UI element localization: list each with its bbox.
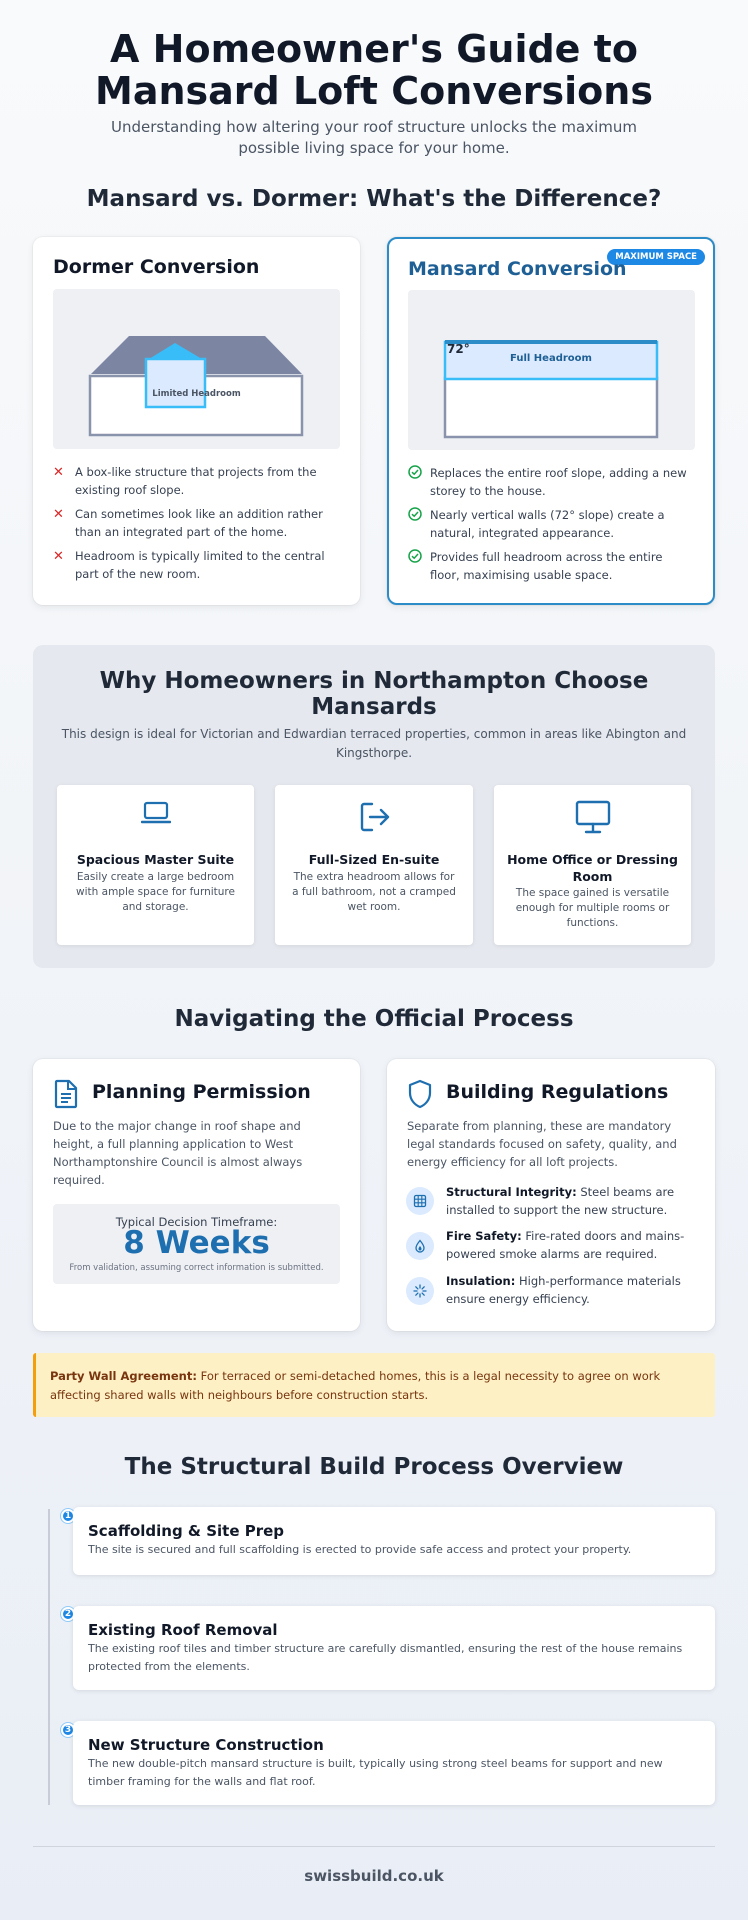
why-card-ensuite (275, 785, 473, 945)
build-step (73, 1507, 715, 1575)
timeframe-value: 8 Weeks (123, 1225, 270, 1261)
regs-text: Separate from planning, these are mandatory legal standards focused on safety, quality, and energy efficiency for all loft projects. (407, 1119, 677, 1169)
process-heading: Navigating the Official Process (174, 1006, 574, 1032)
step-title: Existing Roof Removal (88, 1621, 278, 1639)
why-card-master-suite (57, 785, 254, 945)
step-title: Scaffolding & Site Prep (88, 1522, 285, 1540)
timeframe-label: Typical Decision Timeframe: (115, 1215, 278, 1229)
why-card-title: Full-Sized En-suite (308, 852, 440, 867)
party-wall-text: Party Wall Agreement: For terraced or semi-detached homes, this is a legal necessity to agree on work affecting shared walls with neighbours before construction starts. (50, 1369, 661, 1402)
timeline-line (48, 1509, 50, 1805)
timeframe-box (53, 1204, 340, 1284)
regs-title: Building Regulations (446, 1081, 669, 1103)
mansard-bullet: Provides full headroom across the entire floor, maximising usable space. (408, 548, 695, 584)
check-circle-icon (408, 549, 422, 569)
why-intro: This design is ideal for Victorian and Edwardian terraced properties, common in areas like Abington and Kingsthorpe. (61, 727, 687, 760)
why-section (33, 645, 715, 968)
dormer-diagram-label: Limited Headroom (152, 389, 241, 399)
mansard-bullet: Nearly vertical walls (72° slope) create a natural, integrated appearance. (408, 506, 695, 542)
check-circle-icon (408, 465, 422, 485)
laptop-icon (141, 800, 171, 832)
dormer-card (33, 237, 360, 605)
why-card-office (494, 785, 691, 945)
page-subtitle: Understanding how altering your roof structure unlocks the maximum possible living space for your home. (110, 118, 638, 157)
planning-title: Planning Permission (92, 1081, 311, 1103)
angle-label: 72° (447, 342, 470, 356)
cross-icon: ✕ (53, 549, 64, 564)
cross-icon: ✕ (53, 465, 64, 480)
regs-card (387, 1059, 715, 1331)
comparison-heading: Mansard vs. Dormer: What's the Difference? (86, 186, 662, 212)
step-number: 1 (61, 1509, 75, 1523)
dormer-bullet: ✕ Can sometimes look like an addition rather than an integrated part of the home. (53, 507, 323, 539)
snowflake-icon (406, 1277, 434, 1305)
page-title: A Homeowner's Guide to Mansard Loft Conversions (95, 27, 653, 113)
dormer-diagram (53, 289, 340, 449)
build-step (73, 1606, 715, 1690)
step-title: New Structure Construction (88, 1736, 324, 1754)
why-card-text: The extra headroom allows for a full bathroom, not a cramped wet room. (292, 871, 456, 913)
why-card-text: Easily create a large bedroom with ample space for furniture and storage. (76, 871, 235, 913)
check-circle-icon (408, 507, 422, 527)
step-text: The new double-pitch mansard structure is built, typically using strong steel beams for support and new timber framing for the walls and flat roof. (88, 1757, 663, 1788)
build-heading: The Structural Build Process Overview (124, 1454, 624, 1480)
document-icon (54, 1079, 78, 1113)
req-structural: Structural Integrity: Steel beams are installed to support the new structure. (446, 1185, 675, 1217)
why-card-title: Spacious Master Suite (76, 852, 235, 867)
flame-icon (406, 1232, 434, 1260)
max-space-badge: MAXIMUM SPACE (607, 249, 705, 265)
planning-card (33, 1059, 360, 1331)
step-text: The site is secured and full scaffolding is erected to provide safe access and protect your property. (88, 1543, 632, 1556)
shield-icon (407, 1079, 433, 1113)
footer-divider (33, 1846, 715, 1847)
mansard-house-drawing (408, 290, 695, 450)
req-fire: Fire Safety: Fire-rated doors and mains-powered smoke alarms are required. (446, 1229, 685, 1261)
footer-site-link[interactable]: swissbuild.co.uk (304, 1867, 444, 1885)
exit-arrow-icon (358, 800, 392, 838)
why-card-title: Home Office or Dressing Room (507, 852, 678, 884)
party-wall-notice (33, 1353, 715, 1417)
build-step (73, 1721, 715, 1805)
cross-icon: ✕ (53, 507, 64, 522)
why-heading: Why Homeowners in Northampton Choose Mansards (99, 668, 649, 720)
monitor-icon (575, 800, 611, 838)
grid-icon (406, 1187, 434, 1215)
step-number: 3 (61, 1723, 75, 1737)
mansard-title: Mansard Conversion (408, 258, 627, 280)
mansard-diagram (408, 290, 695, 450)
timeframe-note: From validation, assuming correct information is submitted. (69, 1263, 324, 1273)
mansard-bullet: Replaces the entire roof slope, adding a new storey to the house. (408, 464, 695, 500)
step-text: The existing roof tiles and timber structure are carefully dismantled, ensuring the rest of the house remains protected from the elements. (88, 1642, 683, 1673)
dormer-house-drawing (53, 289, 340, 449)
req-insulation: Insulation: High-performance materials ensure energy efficiency. (446, 1274, 681, 1306)
mansard-diagram-label: Full Headroom (510, 353, 592, 364)
dormer-bullet: ✕ Headroom is typically limited to the central part of the new room. (53, 549, 325, 581)
dormer-bullet: ✕ A box-like structure that projects from the existing roof slope. (53, 465, 317, 497)
why-card-text: The space gained is versatile enough for multiple rooms or functions. (515, 887, 670, 929)
planning-text: Due to the major change in roof shape and height, a full planning application to West Northamptonshire Council is almost always required. (53, 1119, 303, 1187)
mansard-card (387, 237, 715, 605)
step-number: 2 (61, 1607, 75, 1621)
dormer-title: Dormer Conversion (53, 256, 260, 278)
